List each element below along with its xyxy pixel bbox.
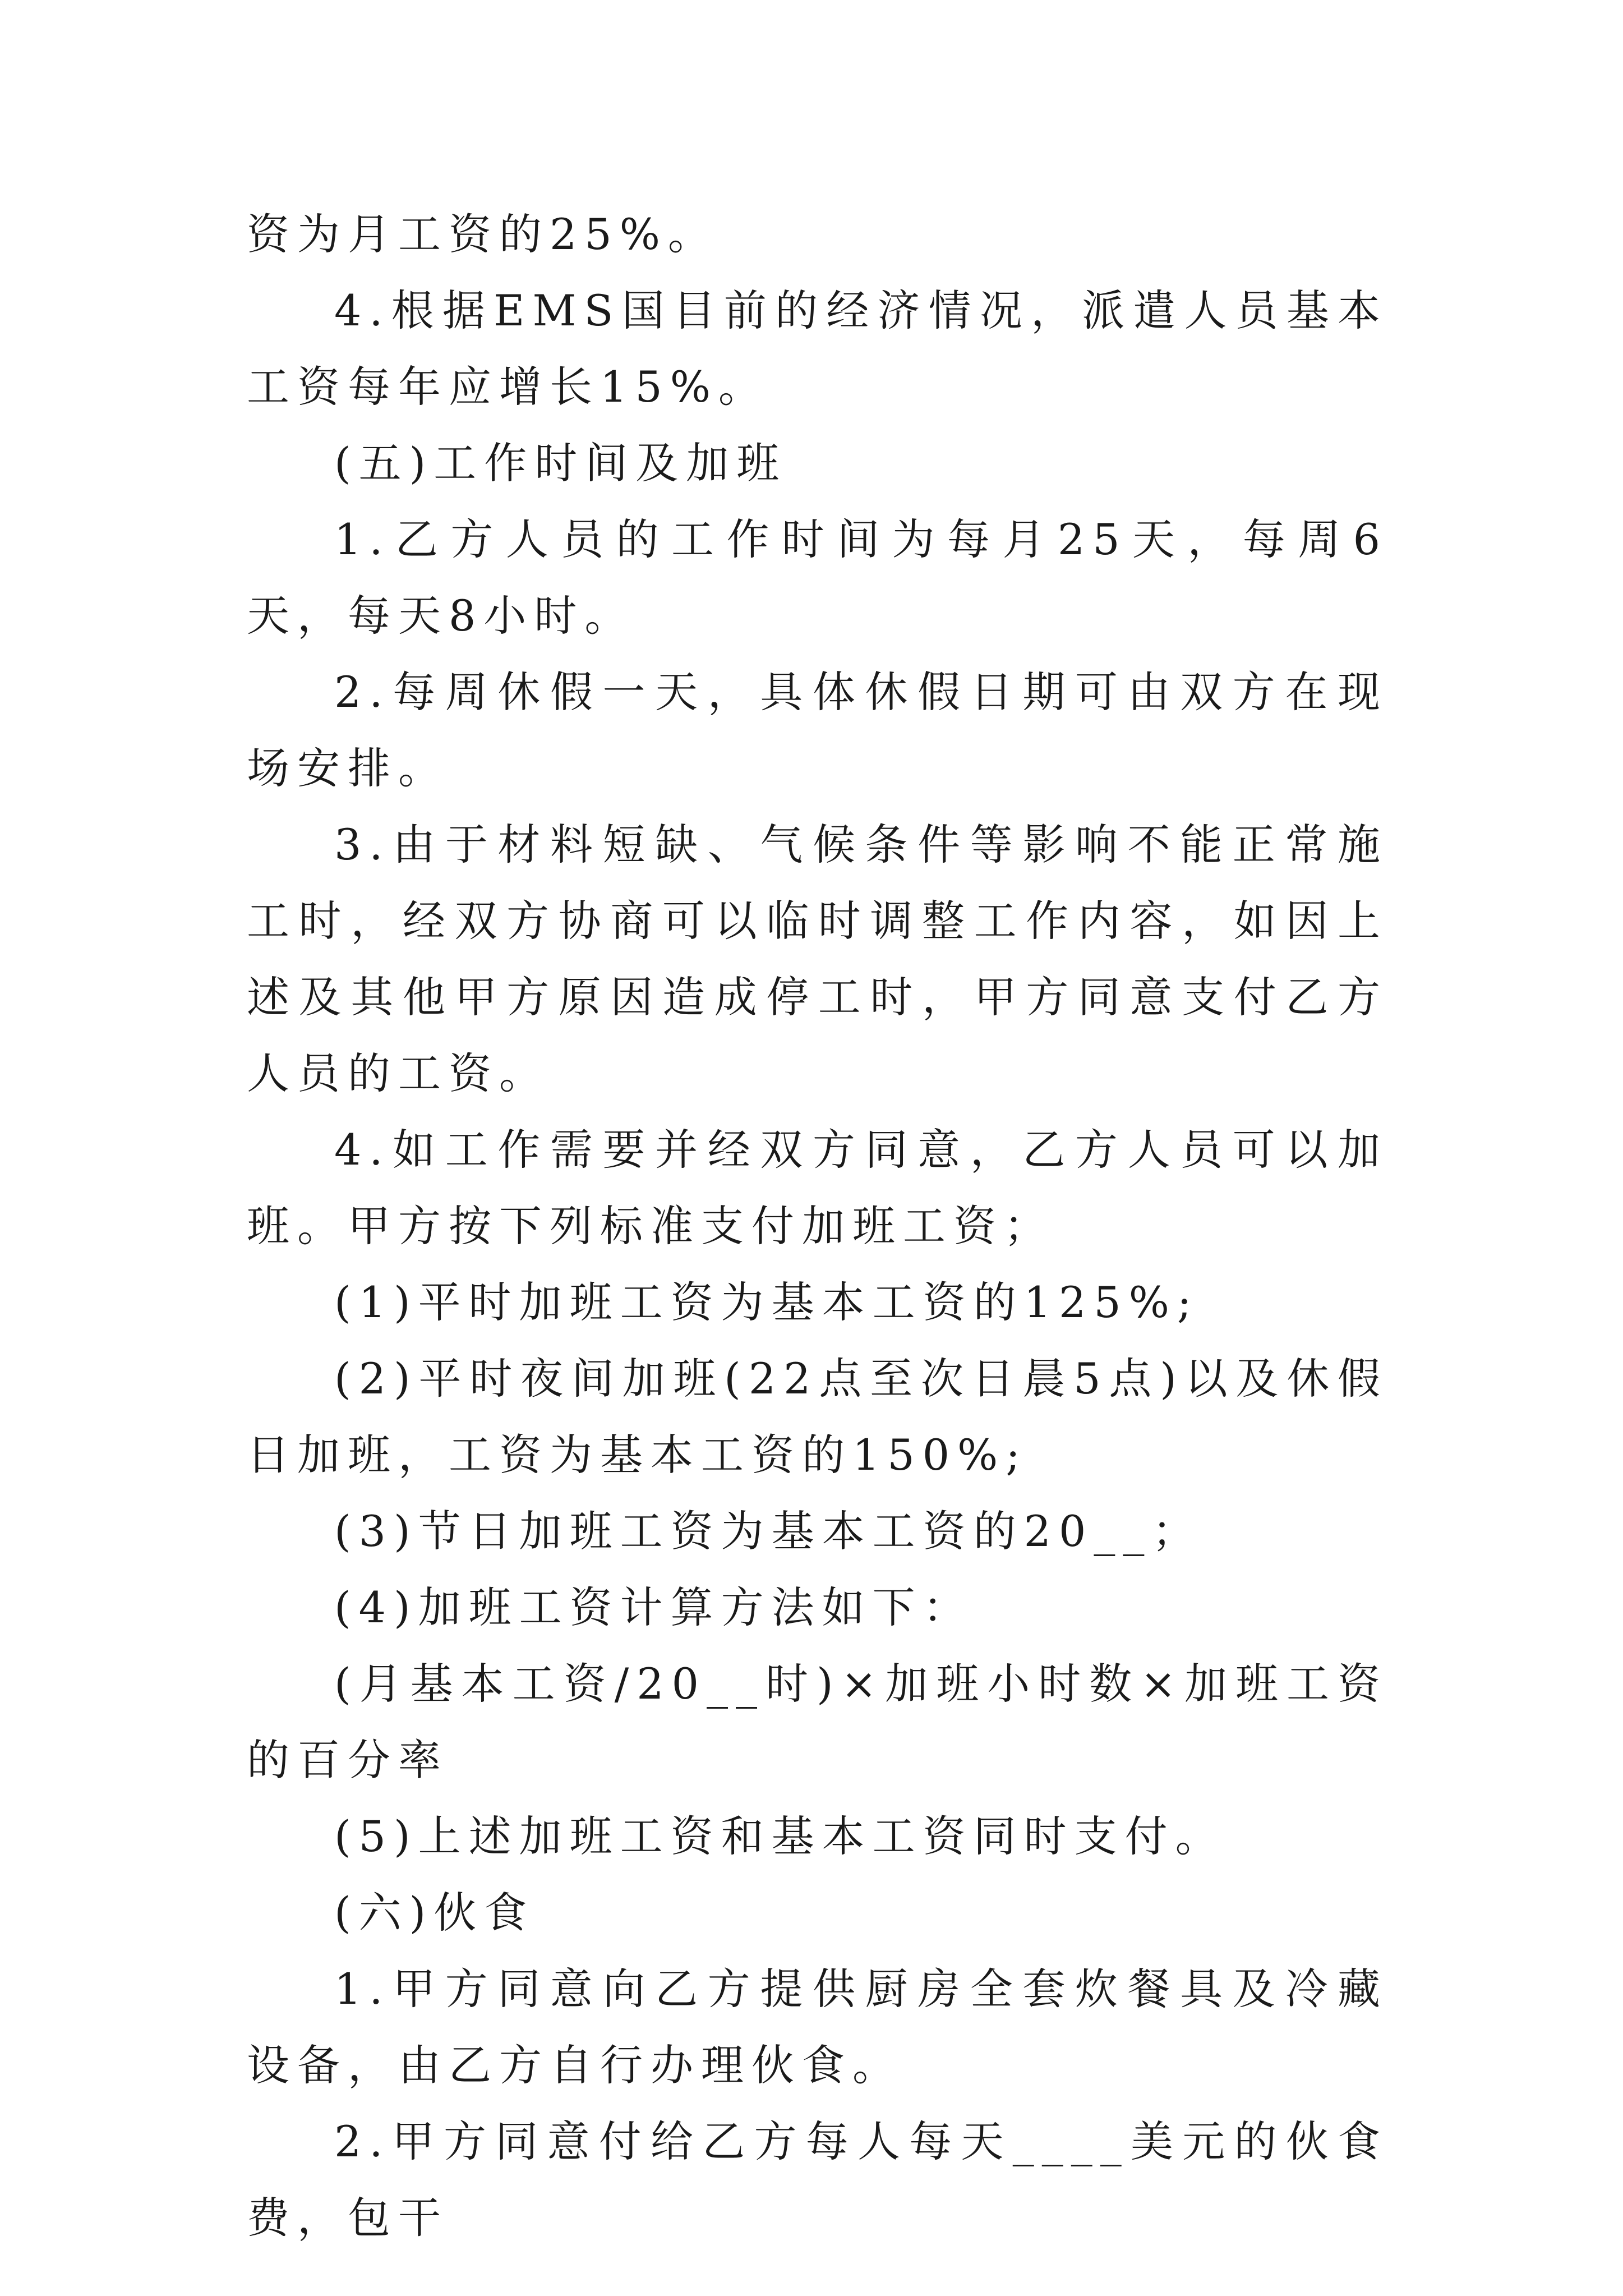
paragraph: 2.每周休假一天，具体休假日期可由双方在现场安排。 (247, 667, 1388, 793)
paragraph: 4.如工作需要并经双方同意，乙方人员可以加班。甲方按下列标准支付加班工资； (247, 1125, 1388, 1251)
paragraph: 1.甲方同意向乙方提供厨房全套炊餐具及冷藏设备，由乙方自行办理伙食。 (247, 1964, 1388, 2090)
list-item: (3)节日加班工资为基本工资的20__； (334, 1506, 1203, 1556)
list-item: (5)上述加班工资和基本工资同时支付。 (334, 1811, 1226, 1861)
list-item: (1)平时加班工资为基本工资的125%; (334, 1277, 1200, 1327)
list-item: (2)平时夜间加班(22点至次日晨5点)以及休假日加班，工资为基本工资的150%; (247, 1354, 1388, 1480)
formula-line: (月基本工资/20__时)×加班小时数×加班工资的百分率 (247, 1659, 1388, 1785)
document-body (247, 196, 1388, 2256)
section-heading: (六)伙食 (334, 1888, 535, 1938)
paragraph: 4.根据EMS国目前的经济情况，派遣人员基本工资每年应增长15%。 (247, 286, 1388, 412)
paragraph: 1.乙方人员的工作时间为每月25天，每周6天，每天8小时。 (247, 514, 1388, 641)
section-heading: (五)工作时间及加班 (334, 438, 787, 488)
paragraph: 2.甲方同意付给乙方每人每天____美元的伙食费，包干 (247, 2116, 1388, 2243)
paragraph: 资为月工资的25%。 (247, 209, 718, 259)
paragraph: 3.由于材料短缺、气候条件等影响不能正常施工时，经双方协商可以临时调整工作内容，如因上述及其他甲方原因造成停工时，甲方同意支付乙方人员的工资。 (247, 820, 1388, 1098)
list-item: (4)加班工资计算方法如下： (334, 1582, 974, 1632)
